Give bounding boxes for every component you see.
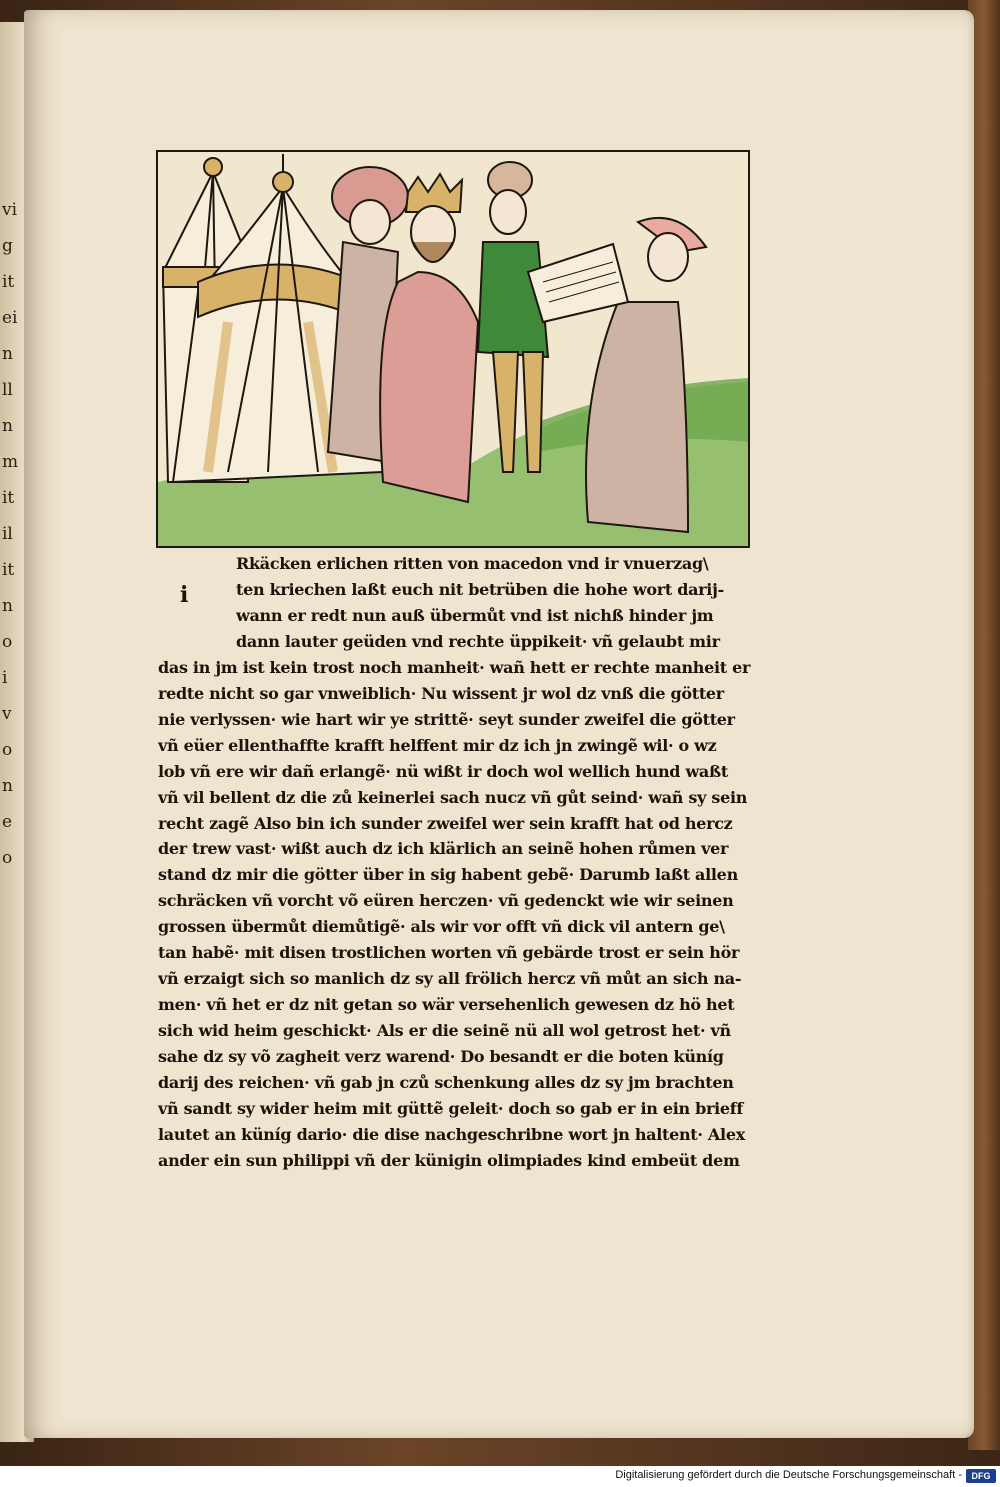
text-line: ander ein sun philippi vñ der künigin olimpiades kind embeüt dem [158, 1150, 740, 1170]
left-page-fragment: o [2, 740, 13, 760]
text-line: vñ erzaigt sich so manlich dz sy all frölich hercz vñ můt an sich na- [158, 969, 742, 989]
woodcut-illustration [156, 150, 750, 548]
text-line: vñ eüer ellenthaffte krafft helffent mir dz ich jn zwingẽ wil· o wz [158, 735, 717, 755]
left-page-fragment: e [2, 812, 13, 832]
text-line: men· vñ het er dz nit getan so wär versehenlich gewesen dz hö het [158, 995, 735, 1015]
left-page-fragment: ll [2, 380, 13, 400]
left-page-fragment: vi [2, 200, 18, 220]
text-line: recht zagẽ Also bin ich sunder zweifel wer sein krafft hat od hercz [158, 813, 733, 833]
footer-bar [0, 1466, 1000, 1487]
text-line: redte nicht so gar vnweiblich· Nu wissent jr wol dz vnß die götter [158, 683, 724, 703]
left-page-fragment: n [2, 416, 13, 436]
left-page-fragment: o [2, 632, 13, 652]
text-line: lautet an küníg dario· die dise nachgeschribne wort jn haltent· Alex [158, 1124, 745, 1144]
left-page-fragment: il [2, 524, 13, 544]
text-line: der trew vast· wißt auch dz ich klärlich an seinẽ hohen růmen ver [158, 839, 729, 859]
text-line: schräcken vñ vorcht võ eüren herczen· vñ gedenckt wie wir seinen [158, 891, 734, 911]
text-line: Rkäcken erlichen ritten von macedon vnd ir vnuerzag\ [236, 554, 709, 573]
text-line: sich wid heim geschickt· Als er die seinẽ nü all wol getrost het· vñ [158, 1021, 731, 1041]
left-page-fragment: o [2, 848, 13, 868]
woodcut-drawing [158, 152, 748, 546]
left-page-fragment: v [2, 704, 12, 724]
text-line: lob vñ ere wir dañ erlangẽ· nü wißt ir doch wol wellich hund waßt [158, 761, 728, 781]
left-page-fragment: n [2, 596, 13, 616]
left-page-fragment: i [2, 668, 8, 688]
text-line: nie verlyssen· wie hart wir ye strittẽ· seyt sunder zweifel die götter [158, 709, 735, 729]
left-page-fragment: it [2, 272, 15, 292]
text-line: darij des reichen· vñ gab jn czů schenkung alles dz sy jm brachten [158, 1073, 734, 1092]
text-line: stand dz mir die götter über in sig habent gebẽ· Darumb laßt allen [158, 865, 738, 885]
left-page-fragment: n [2, 344, 13, 364]
left-page-fragment: it [2, 560, 15, 580]
footer-credit: Digitalisierung gefördert durch die Deutsche Forschungsgemeinschaft - [615, 1469, 962, 1481]
dfg-logo: DFG [966, 1469, 996, 1483]
left-page-fragment: it [2, 488, 15, 508]
left-page-fragment: g [2, 236, 13, 256]
text-line: ten kriechen laßt euch nit betrüben die hohe wort darij- [236, 579, 724, 599]
text-line: das in jm ist kein trost noch manheit· wañ hett er rechte manheit er [158, 657, 751, 677]
text-line: tan habẽ· mit disen trostlichen worten vñ gebärde trost er sein hör [158, 943, 740, 963]
drop-initial: i [180, 582, 189, 608]
text-line: dann lauter geüden vnd rechte üppikeit· vñ gelaubt mir [236, 631, 720, 651]
text-line: vñ sandt sy wider heim mit güttẽ geleit· doch so gab er in ein brieff [158, 1098, 743, 1118]
left-page-fragment: n [2, 776, 13, 796]
left-page-fragment: ei [2, 308, 18, 328]
text-line: grossen übermůt diemůtigẽ· als wir vor offt vñ dick vil antern ge\ [158, 917, 725, 937]
text-line: wann er redt nun auß übermůt vnd ist nichß hinder jm [236, 605, 714, 625]
text-line: sahe dz sy võ zagheit verz warend· Do besandt er die boten küníg [158, 1047, 724, 1067]
left-page-fragment: m [2, 452, 19, 472]
text-line: vñ vil bellent dz die zů keinerlei sach nucz vñ gůt seind· wañ sy sein [158, 787, 748, 807]
